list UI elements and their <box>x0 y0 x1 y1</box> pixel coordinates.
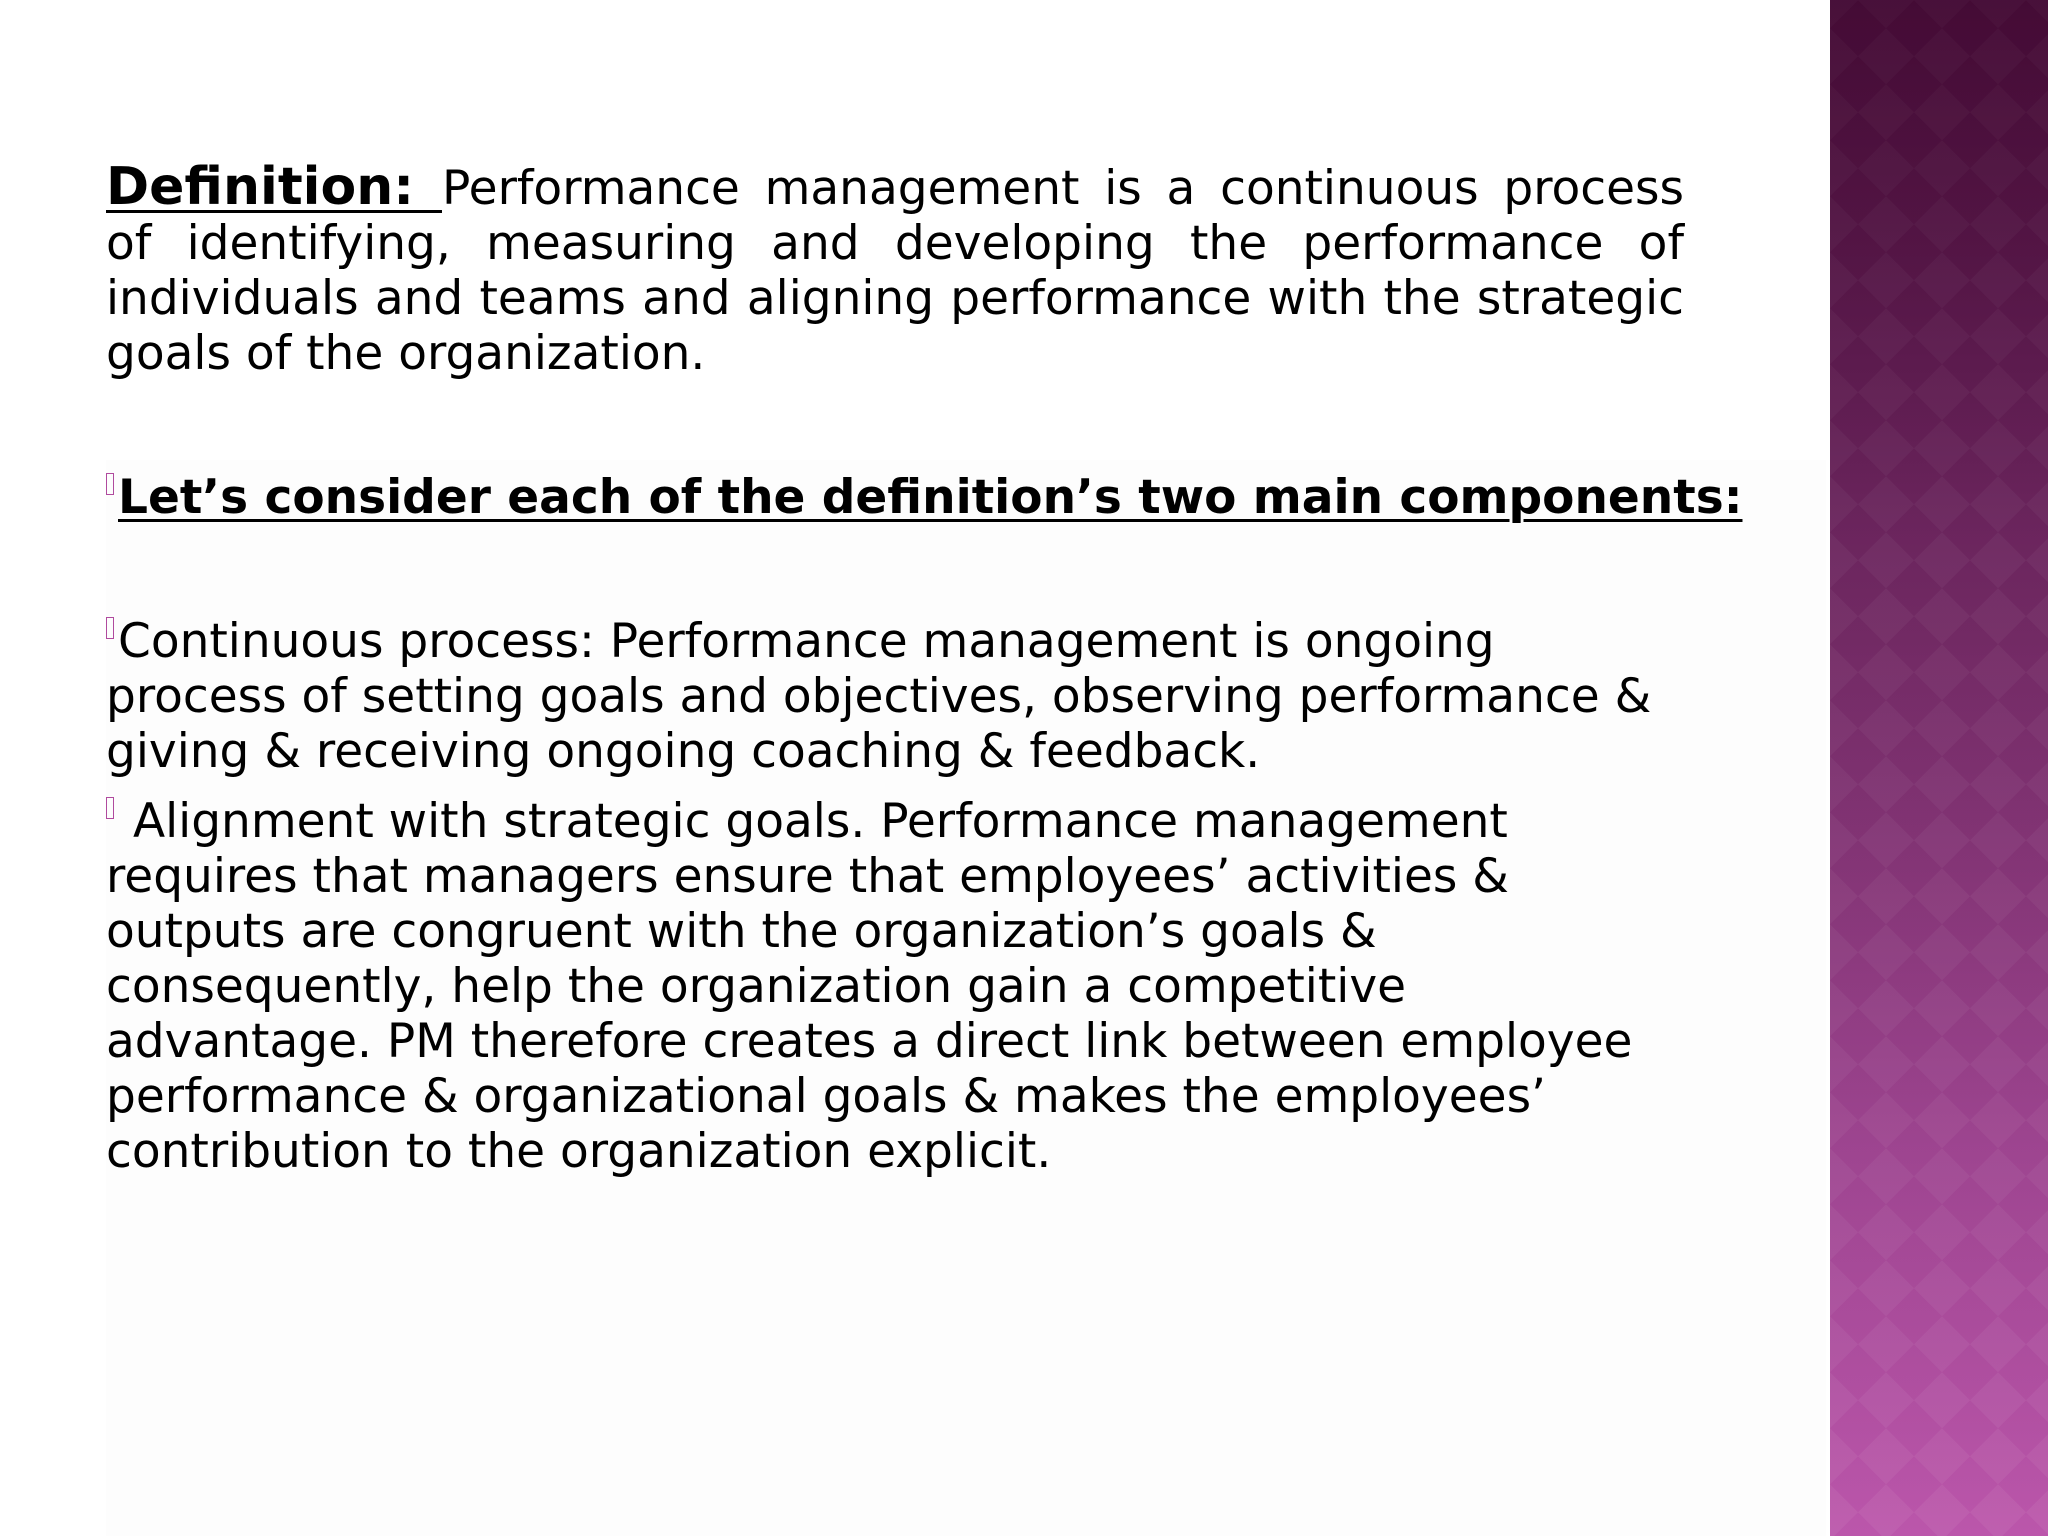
components-heading-row <box>106 470 1743 525</box>
point-continuous-process <box>106 614 1684 779</box>
point-strategic-alignment <box>106 794 1684 1179</box>
bullet-icon <box>106 617 114 639</box>
point-text: Continuous process: Performance management is ongoing process of setting goals and objectives, observing performance & giving & receiving ongoing coaching & feedback. <box>106 614 1652 779</box>
bullet-icon <box>106 473 114 495</box>
definition-text: Performance management is a continuous process of identifying, measuring and developing the performance of individuals and teams and aligning performance with the strategic goals of the organization. <box>106 161 1684 381</box>
decorative-sidebar <box>1826 0 2048 1536</box>
components-heading: Let’s consider each of the definition’s two main components: <box>118 470 1743 525</box>
point-text: Alignment with strategic goals. Performance management requires that managers ensure that employees’ activities & outputs are congruent with the organization’s goals & consequently, help the organization gain a competitive advantage. PM therefore creates a direct link between employee performance & organizational goals & makes the employees’ contribution to the organization explicit. <box>106 794 1633 1179</box>
definition-paragraph <box>106 157 1684 381</box>
bullet-icon <box>106 797 114 819</box>
definition-term: Definition: <box>106 157 442 217</box>
